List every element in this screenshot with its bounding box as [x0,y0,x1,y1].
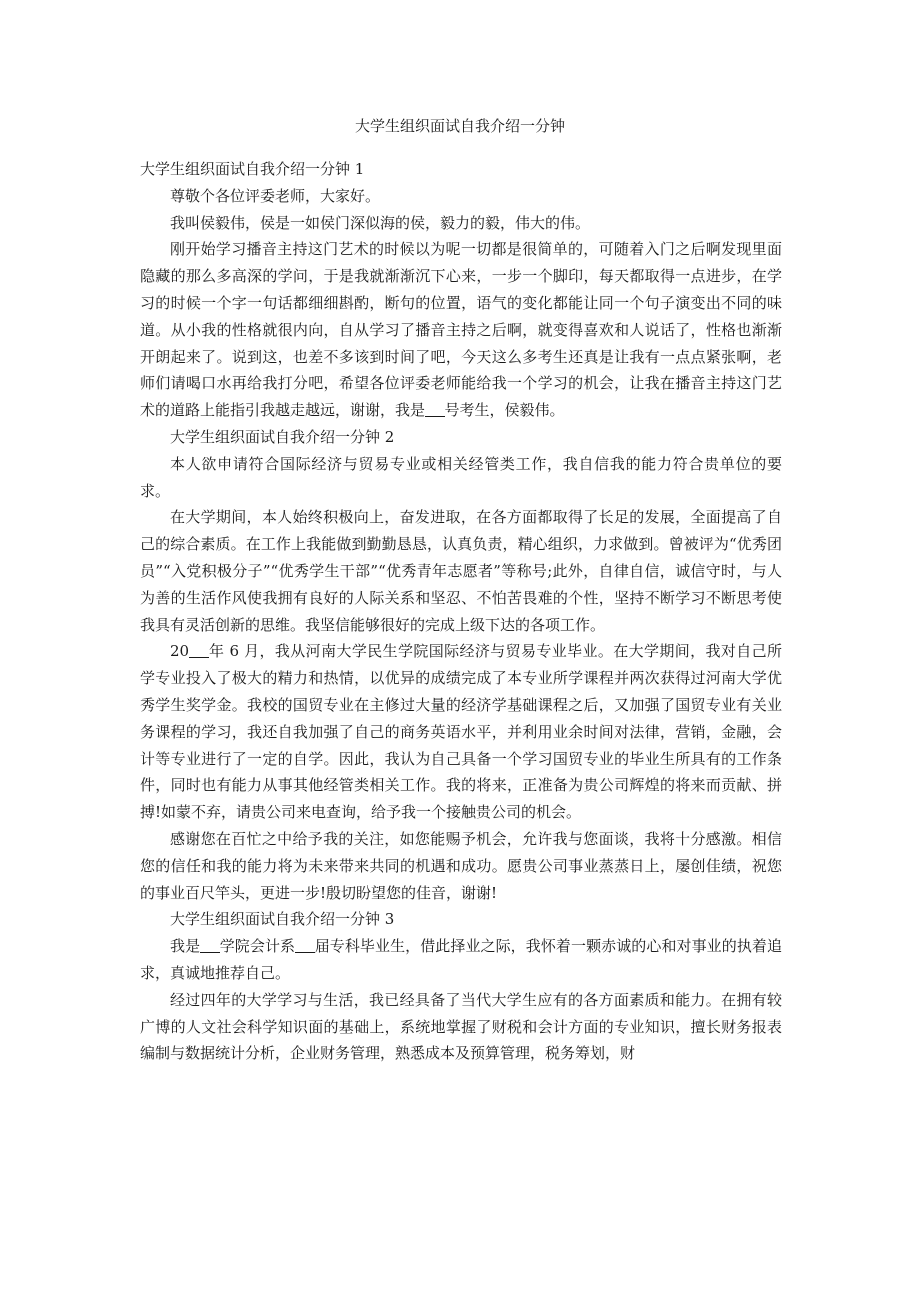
paragraph-text: 学院会计系 [219,937,296,956]
paragraph-text: 20 [170,642,190,661]
paragraph-text: 号考生，侯毅伟。 [444,401,565,420]
section-heading-2: 大学生组织面试自我介绍一分钟 2 [170,427,395,446]
paragraph [140,638,782,826]
paragraph-text: 届专科毕业生，借此择业之际，我怀着一颗赤诚的心和对事业的执着追求，真诚地推荐自己。 [140,937,782,982]
section-heading-1: 大学生组织面试自我介绍一分钟 1 [140,160,365,178]
paragraph: 我叫侯毅伟，侯是一如侯门深似海的侯，毅力的毅，伟大的伟。 [170,213,591,232]
paragraph: 尊敬个各位评委老师，大家好。 [170,186,381,205]
paragraph-text: 刚开始学习播音主持这门艺术的时候以为呢一切都是很简单的，可随着入门之后啊发现里面隐藏的那么多高深的学问，于是我就渐渐沉下心来，一步一个脚印，每天都取得一点进步，在学习的时候一个字一句话都细细斟酌，断句的位置，语气的变化都能让同一个句子演变出不同的味道。从小我的性格就很内向，自从学习了播音主持之后啊，就变得喜欢和人说话了，性格也渐渐开朗起来了。说到这，也差不多该到时间了吧，今天这么多考生还真是让我有一点点紧张啊，老师们请喝口水再给我打分吧，希望各位评委老师能给我一个学习的机会，让我在播音主持这门艺术的道路上能指引我越走越远，谢谢，我是 [140,240,782,420]
paragraph: 本人欲申请符合国际经济与贸易专业或相关经管类工作，我自信我的能力符合贵单位的要求。 [140,454,782,500]
document-body [140,156,782,1067]
fill-in-blank [295,937,315,953]
fill-in-blank [189,642,209,658]
paragraph [140,933,782,987]
paragraph-text: 我是 [170,937,201,956]
paragraph [140,236,782,424]
section-heading-3: 大学生组织面试自我介绍一分钟 3 [170,910,395,929]
fill-in-blank [200,937,220,953]
paragraph-text: 年 6 月，我从河南大学民生学院国际经济与贸易专业毕业。在大学期间，我对自己所学专业投入了极大的精力和热情，以优异的成绩完成了本专业所学课程并两次获得过河南大学优秀学生奖学金。我校的国贸专业在主修过大量的经济学基础课程之后，又加强了国贸专业有关业务课程的学习，我还自我加强了自己的商务英语水平，并利用业余时间对法律，营销，金融，会计等专业进行了一定的自学。因此，我认为自己具备一个学习国贸专业的毕业生所具有的工作条件，同时也有能力从事其他经管类相关工作。我的将来，正准备为贵公司辉煌的将来而贡献、拼搏!如蒙不弃，请贵公司来电查询，给予我一个接触贵公司的机会。 [140,642,782,822]
document-title: 大学生组织面试自我介绍一分钟 [354,117,565,135]
paragraph: 经过四年的大学学习与生活，我已经具备了当代大学生应有的各方面素质和能力。在拥有较广博的人文社会科学知识面的基础上，系统地掌握了财税和会计方面的专业知识，擅长财务报表编制与数据统计分析，企业财务管理，熟悉成本及预算管理，税务筹划，财 [140,990,782,1063]
paragraph: 感谢您在百忙之中给予我的关注，如您能赐予机会，允许我与您面谈，我将十分感激。相信您的信任和我的能力将为未来带来共同的机遇和成功。愿贵公司事业蒸蒸日上，屡创佳绩，祝您的事业百尺竿头，更进一步!殷切盼望您的佳音，谢谢! [140,829,782,902]
paragraph: 在大学期间，本人始终积极向上，奋发进取，在各方面都取得了长足的发展，全面提高了自己的综合素质。在工作上我能做到勤勤恳恳，认真负责，精心组织，力求做到。曾被评为“优秀团员”“入党积极分子”“优秀学生干部”“优秀青年志愿者”等称号;此外，自律自信，诚信守时，与人为善的生活作风使我拥有良好的人际关系和坚忍、不怕苦畏难的个性，坚持不断学习不断思考使我具有灵活创新的思维。我坚信能够很好的完成上级下达的各项工作。 [140,508,782,634]
fill-in-blank [425,401,445,417]
